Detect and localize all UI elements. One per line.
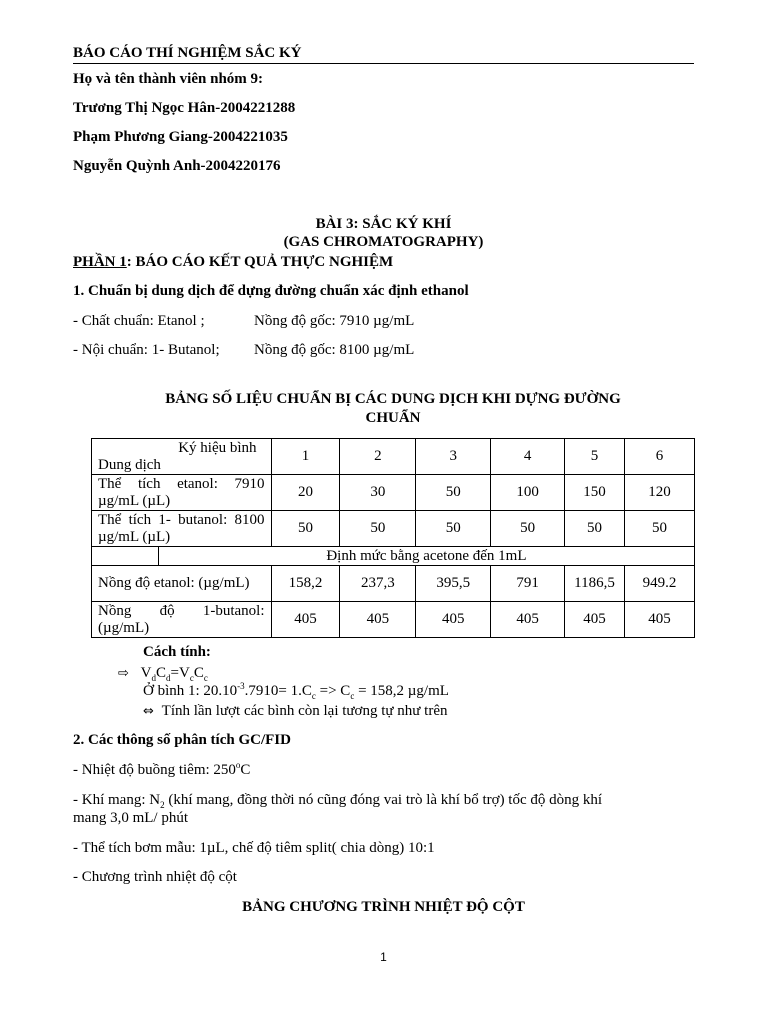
table-cell: 50 xyxy=(625,511,695,547)
table-cell: 158,2 xyxy=(271,566,340,602)
section1-heading: 1. Chuẩn bị dung dịch để dựng đường chuẩn xác định ethanol xyxy=(73,283,469,299)
table-cell: 949.2 xyxy=(625,566,695,602)
table-cell: 1186,5 xyxy=(565,566,625,602)
injection-volume: - Thể tích bơm mẫu: 1µL, chế độ tiêm split( chia dòng) 10:1 xyxy=(73,840,435,856)
lesson-title: BÀI 3: SẮC KÝ KHÍ xyxy=(315,216,452,232)
page-number: 1 xyxy=(380,950,387,964)
calculation-heading: Cách tính: xyxy=(143,644,211,660)
row-label: Nồng độ 1-butanol: (µg/mL) xyxy=(92,602,272,638)
section2-heading: 2. Các thông số phân tích GC/FID xyxy=(73,732,291,748)
table-cell: 120 xyxy=(625,475,695,511)
table-cell: 20 xyxy=(271,475,340,511)
part1-title: : BÁO CÁO KẾT QUẢ THỰC NGHIỆM xyxy=(126,254,394,270)
part1-label: PHẦN 1 xyxy=(73,254,127,270)
column-header: 3 xyxy=(416,439,491,475)
table-row xyxy=(92,511,695,547)
table-cell: 405 xyxy=(565,602,625,638)
calculation-note: Tính lần lượt các bình còn lại tương tự như trên xyxy=(161,703,448,719)
table-cell: 405 xyxy=(271,602,340,638)
table-cell: 405 xyxy=(416,602,491,638)
table-cell-empty xyxy=(92,547,159,566)
header-rule xyxy=(73,63,694,64)
row-label: Thể tích 1- butanol: 8100 µg/mL (µL) xyxy=(92,511,272,547)
member-2: Phạm Phương Giang-2004221035 xyxy=(73,129,288,145)
internal-standard-label: - Nội chuẩn: 1- Butanol; xyxy=(73,342,220,358)
calculation-example: Ở bình 1: $20.10^{-3}.7910= 1.C_c => C_c = 158,2$ µg/mL xyxy=(143,681,449,701)
table1-caption-line2: CHUẨN xyxy=(365,410,421,426)
dilution-note-cell: Định mức bằng acetone đến 1mL xyxy=(158,547,694,566)
column-header: 2 xyxy=(340,439,416,475)
calculation-formula-line xyxy=(118,664,208,683)
lesson-subtitle: (GAS CHROMATOGRAPHY) xyxy=(283,234,484,250)
row-label: Thể tích etanol: 7910 µg/mL (µL) xyxy=(92,475,272,511)
table-cell: 50 xyxy=(271,511,340,547)
table-cell: 50 xyxy=(565,511,625,547)
standard-label: - Chất chuẩn: Etanol ; xyxy=(73,313,205,329)
header-flask-label: Ký hiệu bình xyxy=(178,439,257,456)
table-cell: 50 xyxy=(491,511,565,547)
report-title: BÁO CÁO THÍ NGHIỆM SẮC KÝ xyxy=(73,45,302,61)
table-cell: 405 xyxy=(491,602,565,638)
table-cell: 237,3 xyxy=(340,566,416,602)
double-arrow-icon: ⇔ xyxy=(143,704,154,719)
table-merged-row xyxy=(92,547,695,566)
calculation-note-line xyxy=(143,702,447,721)
preparation-table xyxy=(91,438,695,638)
carrier-gas-line2: mang 3,0 mL/ phút xyxy=(73,810,188,826)
row-label: Nồng độ etanol: (µg/mL) xyxy=(92,566,272,602)
header-solution-label: Dung dịch xyxy=(98,456,161,473)
table-cell: 405 xyxy=(625,602,695,638)
table-cell: 30 xyxy=(340,475,416,511)
oven-program-label: - Chương trình nhiệt độ cột xyxy=(73,869,237,885)
column-header: 6 xyxy=(625,439,695,475)
table-cell: 395,5 xyxy=(416,566,491,602)
calculation-formula: $V_dC_d=V_cC_c$ xyxy=(140,665,208,683)
arrow-right-icon: ⇨ xyxy=(118,666,129,681)
table-cell: 150 xyxy=(565,475,625,511)
column-header: 4 xyxy=(491,439,565,475)
table-header-row xyxy=(92,439,695,475)
table-cell: 50 xyxy=(416,475,491,511)
part1-heading xyxy=(73,253,393,271)
column-header: 5 xyxy=(565,439,625,475)
table-row xyxy=(92,475,695,511)
standard-concentration: Nồng độ gốc: 7910 µg/mL xyxy=(254,313,415,329)
member-3: Nguyễn Quỳnh Anh-2004220176 xyxy=(73,158,281,174)
members-label: Họ và tên thành viên nhóm 9: xyxy=(73,71,264,87)
injector-temperature: - Nhiệt độ buồng tiêm: 250$^o$C xyxy=(73,760,251,778)
table-cell: 50 xyxy=(416,511,491,547)
member-1: Trương Thị Ngọc Hân-2004221288 xyxy=(73,100,296,116)
table2-caption: BẢNG CHƯƠNG TRÌNH NHIỆT ĐỘ CỘT xyxy=(242,899,525,915)
table1-caption-line1: BẢNG SỐ LIỆU CHUẨN BỊ CÁC DUNG DỊCH KHI DỰNG ĐƯỜNG xyxy=(165,391,621,407)
table-cell: 405 xyxy=(340,602,416,638)
carrier-gas-line1: - Khí mang: $N_2$ (khí mang, đồng thời nó cũng đóng vai trò là khí bổ trợ) tốc độ dòng khí xyxy=(73,792,603,810)
table-row xyxy=(92,566,695,602)
table-header-cell xyxy=(92,439,272,475)
column-header: 1 xyxy=(271,439,340,475)
internal-standard-concentration: Nồng độ gốc: 8100 µg/mL xyxy=(254,342,415,358)
table-cell: 50 xyxy=(340,511,416,547)
table-cell: 791 xyxy=(491,566,565,602)
table-row xyxy=(92,602,695,638)
table-cell: 100 xyxy=(491,475,565,511)
